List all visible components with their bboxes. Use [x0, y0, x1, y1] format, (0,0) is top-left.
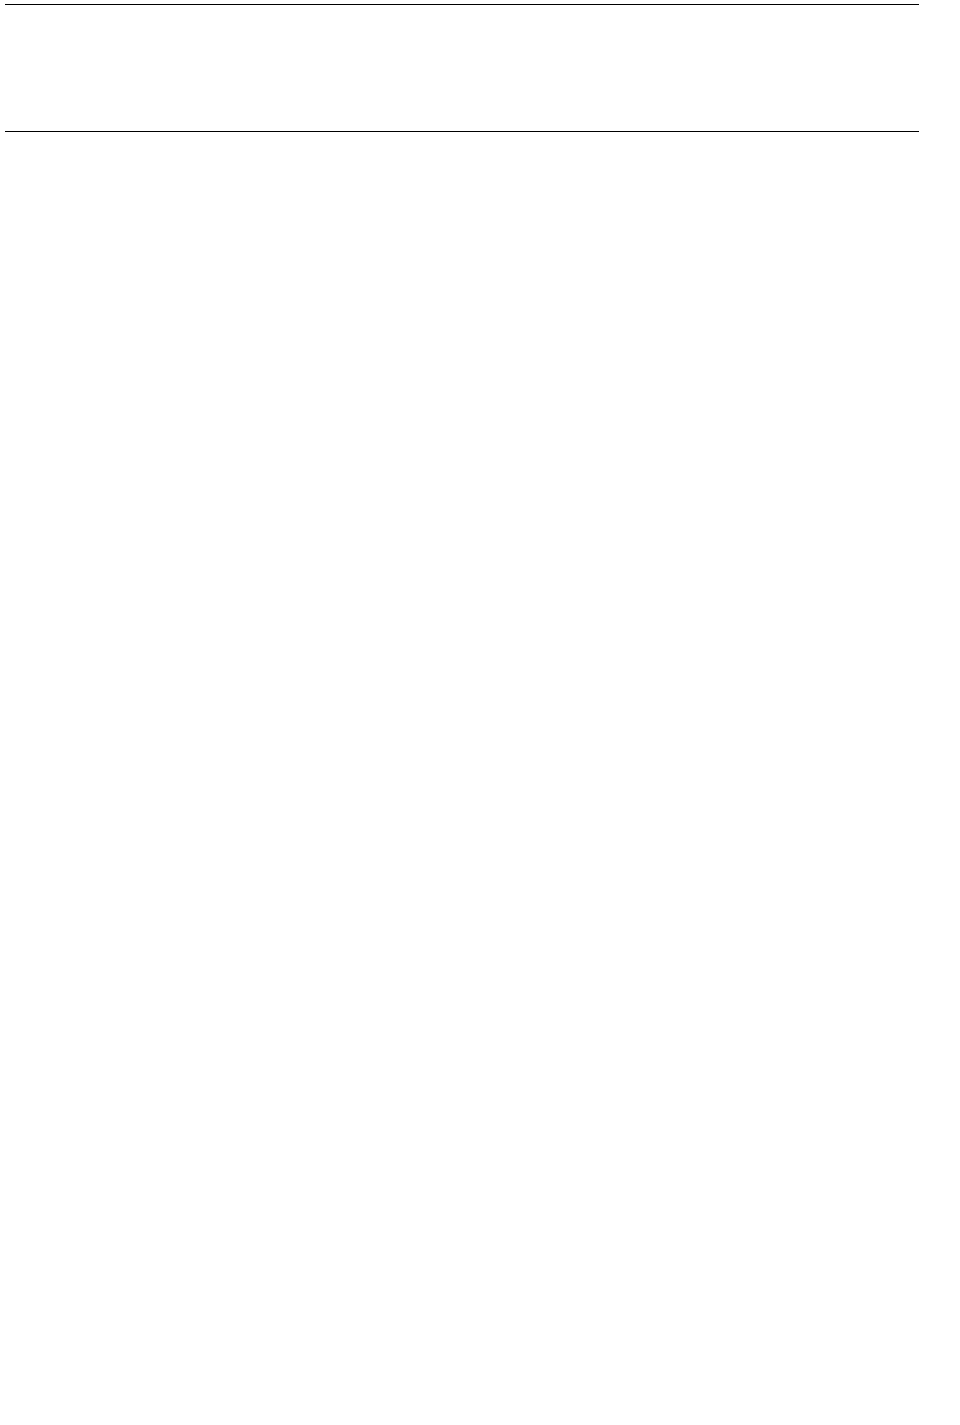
liabilities-equity-table [5, 131, 919, 132]
asset-table-end [5, 4, 919, 5]
